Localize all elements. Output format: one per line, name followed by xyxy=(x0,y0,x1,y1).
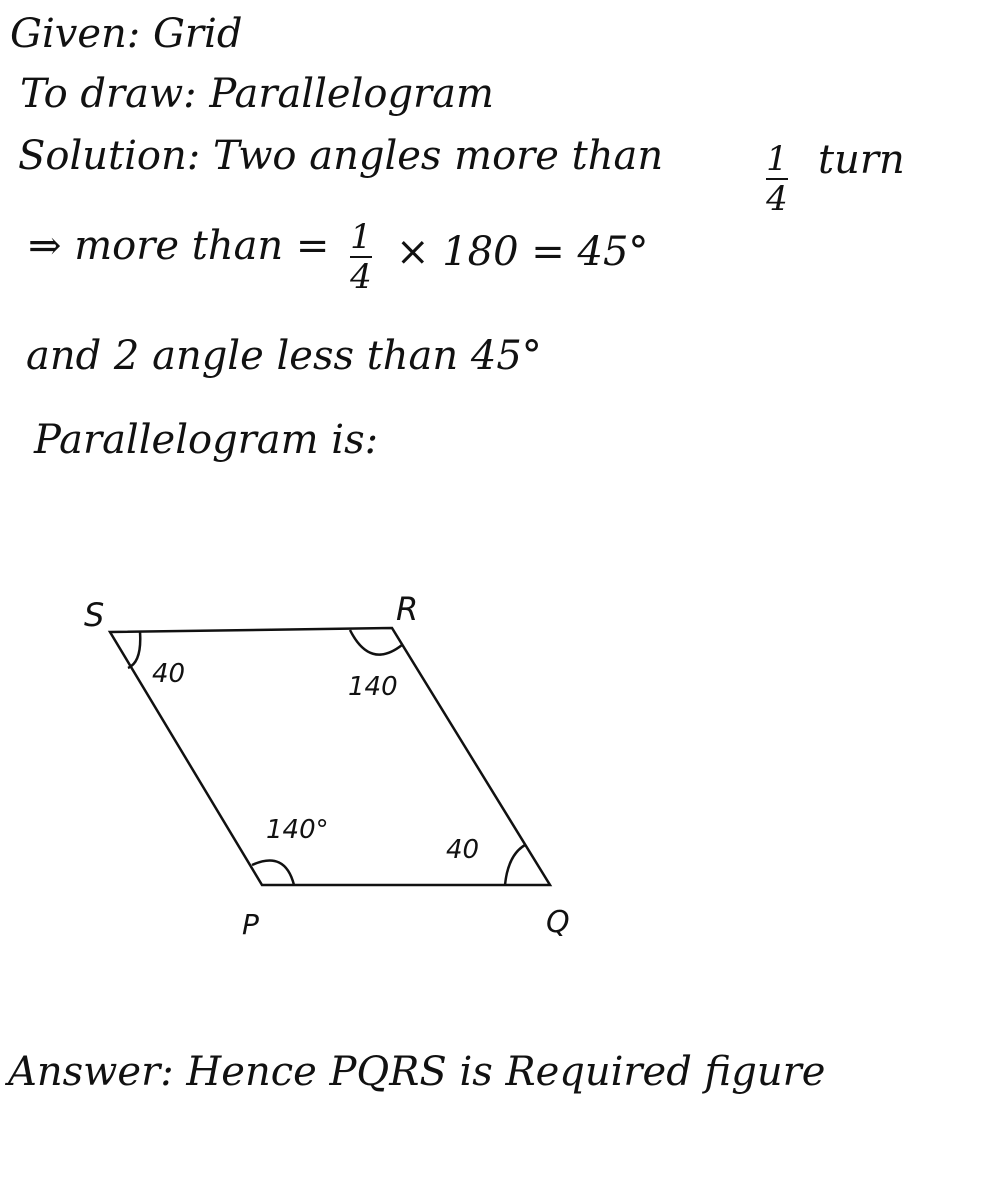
vertex-label-r: R xyxy=(396,590,419,628)
to-draw-line: To draw: Parallelogram xyxy=(20,71,494,117)
step-line-prefix: ⇒ more than = xyxy=(28,223,330,269)
angle-label-q: 40 xyxy=(446,835,480,865)
angle-label-r: 140 xyxy=(348,672,398,702)
step-fraction-denominator: 4 xyxy=(350,257,372,297)
angle-arc-q xyxy=(505,845,525,885)
solution-prefix: Solution: Two angles more than xyxy=(18,133,664,179)
angle-arc-p xyxy=(252,861,294,886)
vertex-label-s: S xyxy=(84,596,105,634)
angle-label-s: 40 xyxy=(152,659,186,689)
parallelogram-is-line: Parallelogram is: xyxy=(34,417,379,463)
answer-line: Answer: Hence PQRS is Required figure xyxy=(8,1049,826,1095)
fraction-denominator: 4 xyxy=(766,179,788,219)
angle-label-p: 140° xyxy=(266,815,329,845)
and-line: and 2 angle less than 45° xyxy=(26,333,542,379)
step-line-suffix: × 180 = 45° xyxy=(396,229,649,275)
step-fraction-numerator: 1 xyxy=(350,217,372,257)
vertex-label-p: P xyxy=(242,908,259,941)
given-line: Given: Grid xyxy=(10,11,243,57)
fraction-numerator: 1 xyxy=(766,139,788,179)
vertex-label-q: Q xyxy=(546,905,570,940)
solution-suffix: turn xyxy=(818,137,905,183)
